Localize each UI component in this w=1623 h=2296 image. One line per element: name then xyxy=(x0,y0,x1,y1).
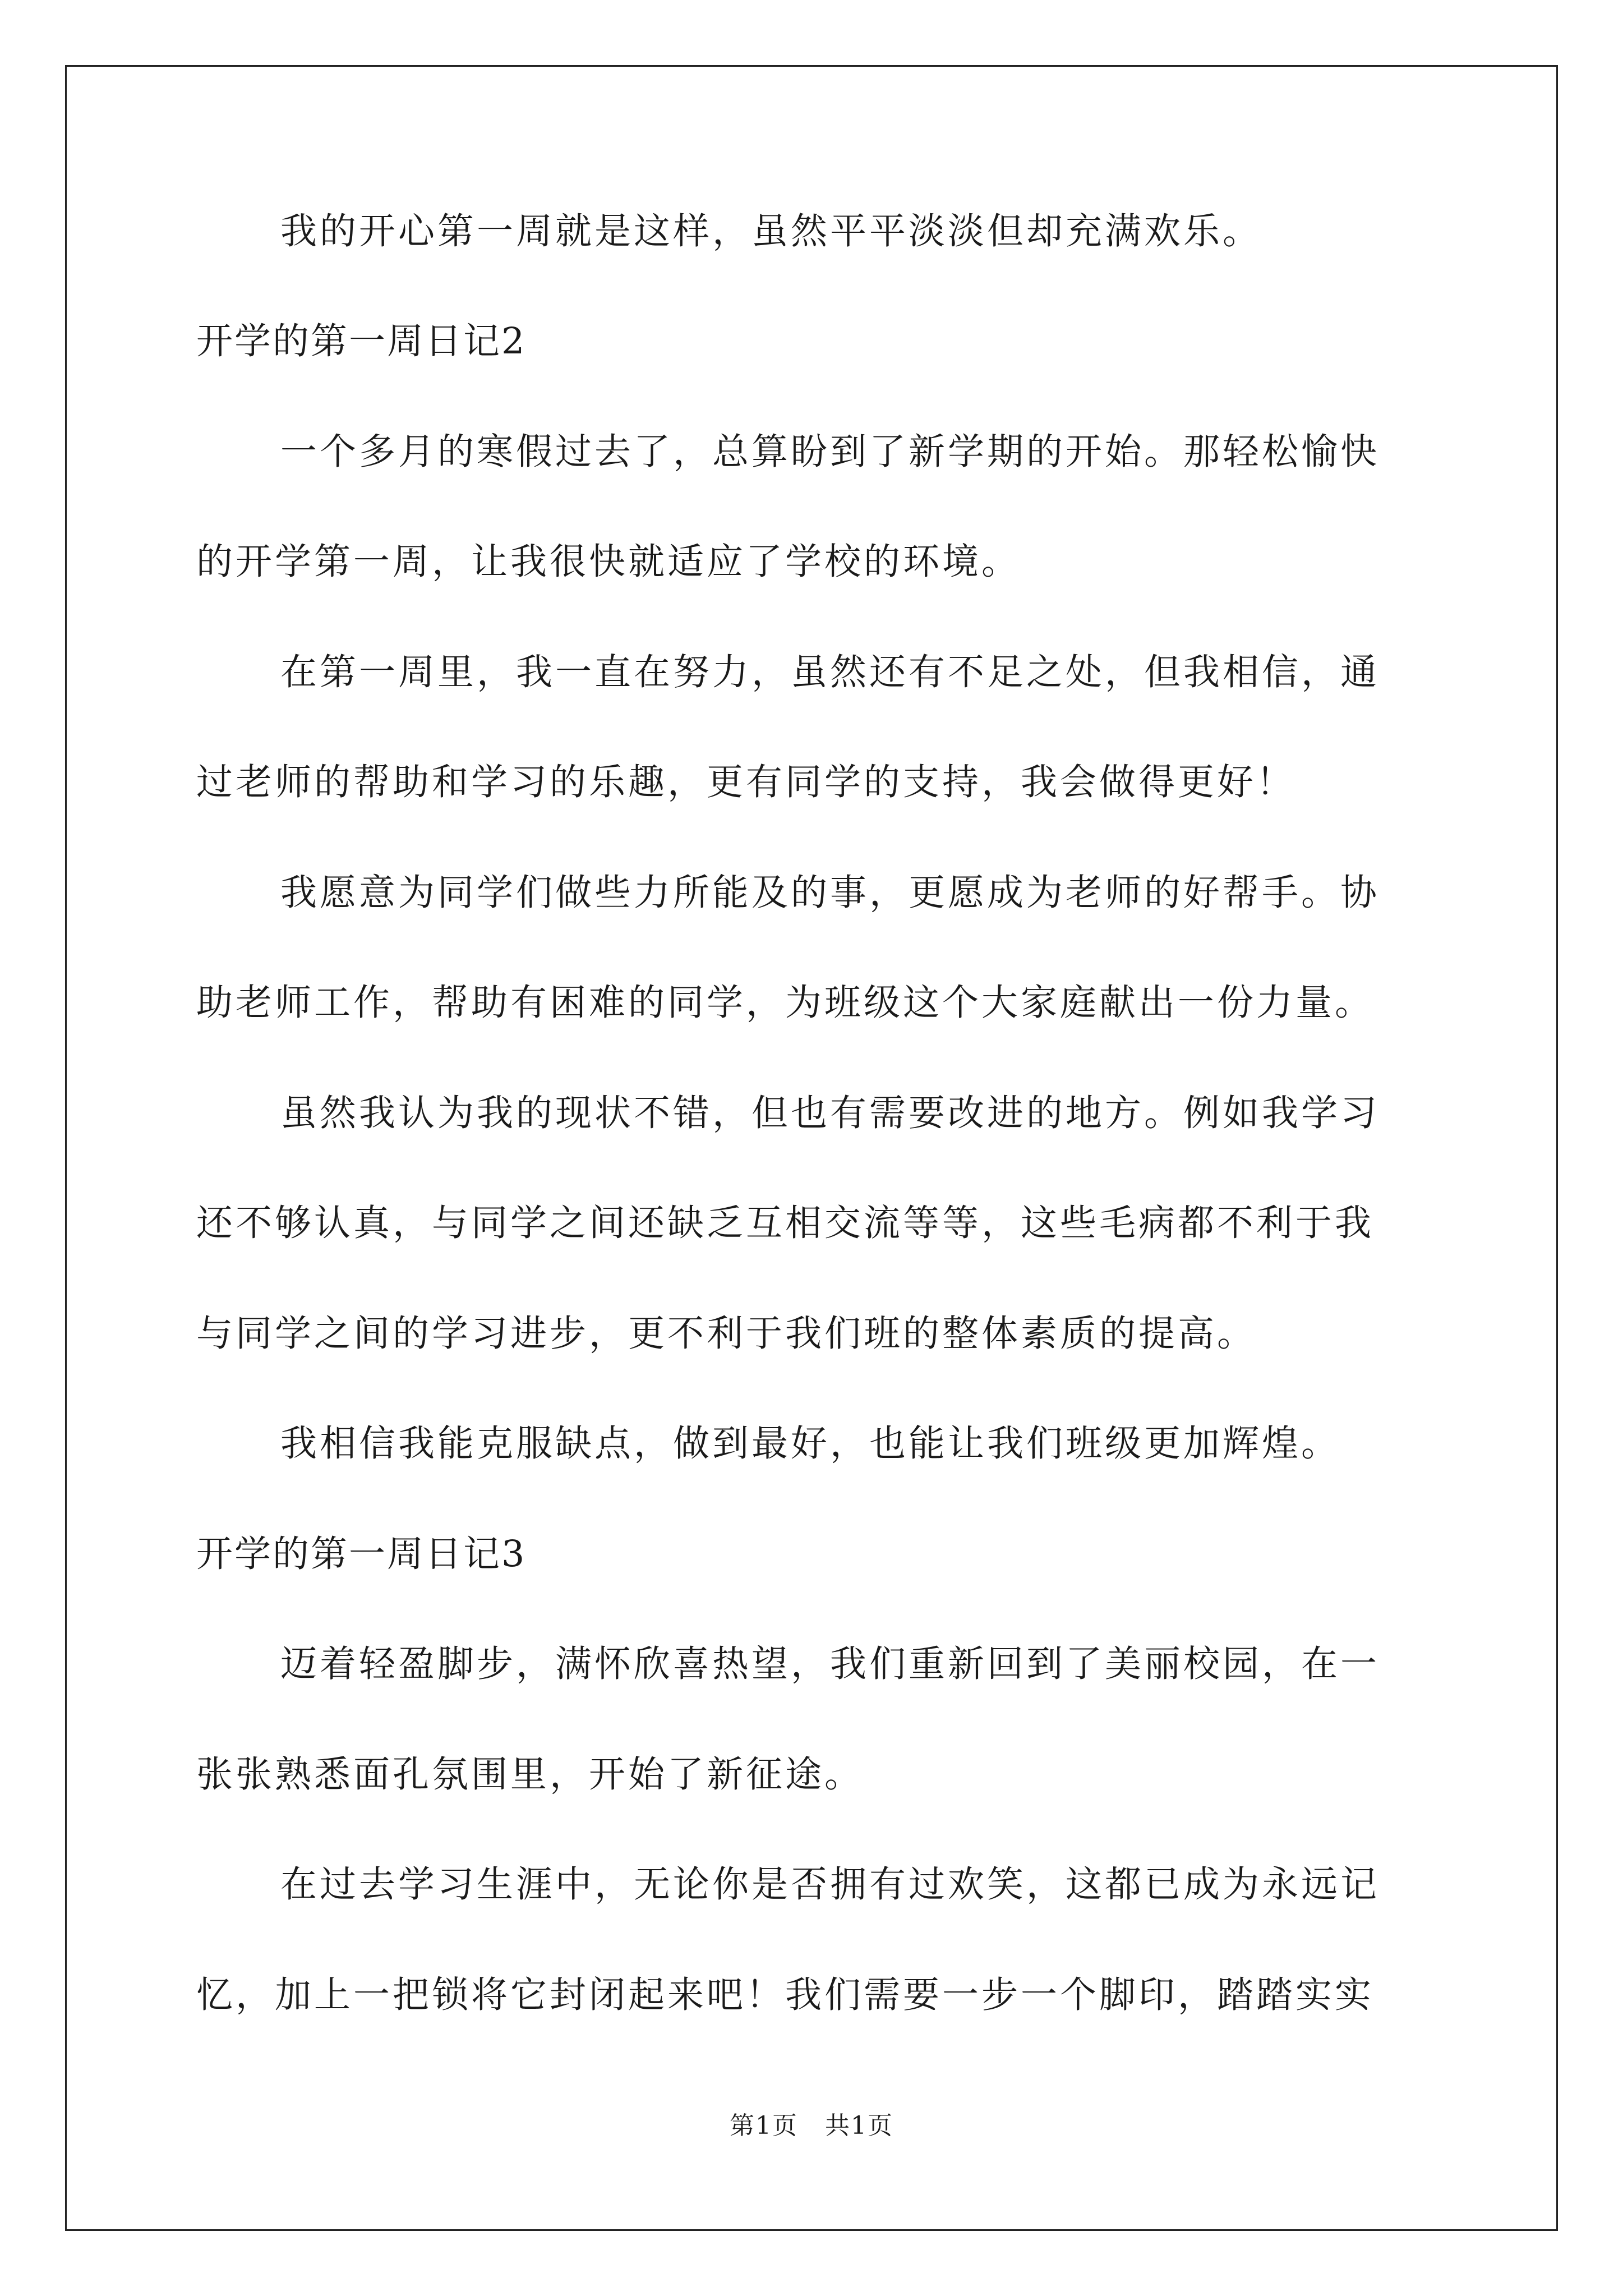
paragraph-line: 在过去学习生涯中，无论你是否拥有过欢笑，这都已成为永远记 xyxy=(280,1864,1380,1906)
document-body xyxy=(196,210,1447,2016)
paragraph-line: 的开学第一周，让我很快就适应了学校的环境。 xyxy=(196,541,1021,583)
paragraph-line: 还不够认真，与同学之间还缺乏互相交流等等，这些毛病都不利于我 xyxy=(196,1202,1375,1244)
section-heading: 开学的第一周日记3 xyxy=(196,1533,527,1575)
paragraph-line: 我相信我能克服缺点，做到最好，也能让我们班级更加辉煌。 xyxy=(280,1423,1341,1465)
page-footer: 第1页 共1页 xyxy=(730,2111,893,2140)
paragraph-line: 在第一周里，我一直在努力，虽然还有不足之处，但我相信，通 xyxy=(280,651,1380,693)
paragraph-line: 我的开心第一周就是这样，虽然平平淡淡但却充满欢乐。 xyxy=(280,210,1262,252)
paragraph-line: 忆，加上一把锁将它封闭起来吧！我们需要一步一个脚印，踏踏实实 xyxy=(196,1974,1375,2016)
paragraph-line: 迈着轻盈脚步，满怀欣喜热望，我们重新回到了美丽校园，在一 xyxy=(280,1643,1380,1685)
paragraph-line: 一个多月的寒假过去了，总算盼到了新学期的开始。那轻松愉快 xyxy=(280,431,1380,473)
paragraph-line: 助老师工作，帮助有困难的同学，为班级这个大家庭献出一份力量。 xyxy=(196,982,1375,1024)
paragraph-line: 张张熟悉面孔氛围里，开始了新征途。 xyxy=(196,1754,864,1796)
section-heading: 开学的第一周日记2 xyxy=(196,320,527,362)
paragraph-line: 我愿意为同学们做些力所能及的事，更愿成为老师的好帮手。协 xyxy=(280,872,1380,914)
paragraph-line: 过老师的帮助和学习的乐趣，更有同学的支持，我会做得更好！ xyxy=(196,761,1296,803)
paragraph-line: 与同学之间的学习进步，更不利于我们班的整体素质的提高。 xyxy=(196,1313,1257,1355)
paragraph-line: 虽然我认为我的现状不错，但也有需要改进的地方。例如我学习 xyxy=(280,1092,1380,1134)
